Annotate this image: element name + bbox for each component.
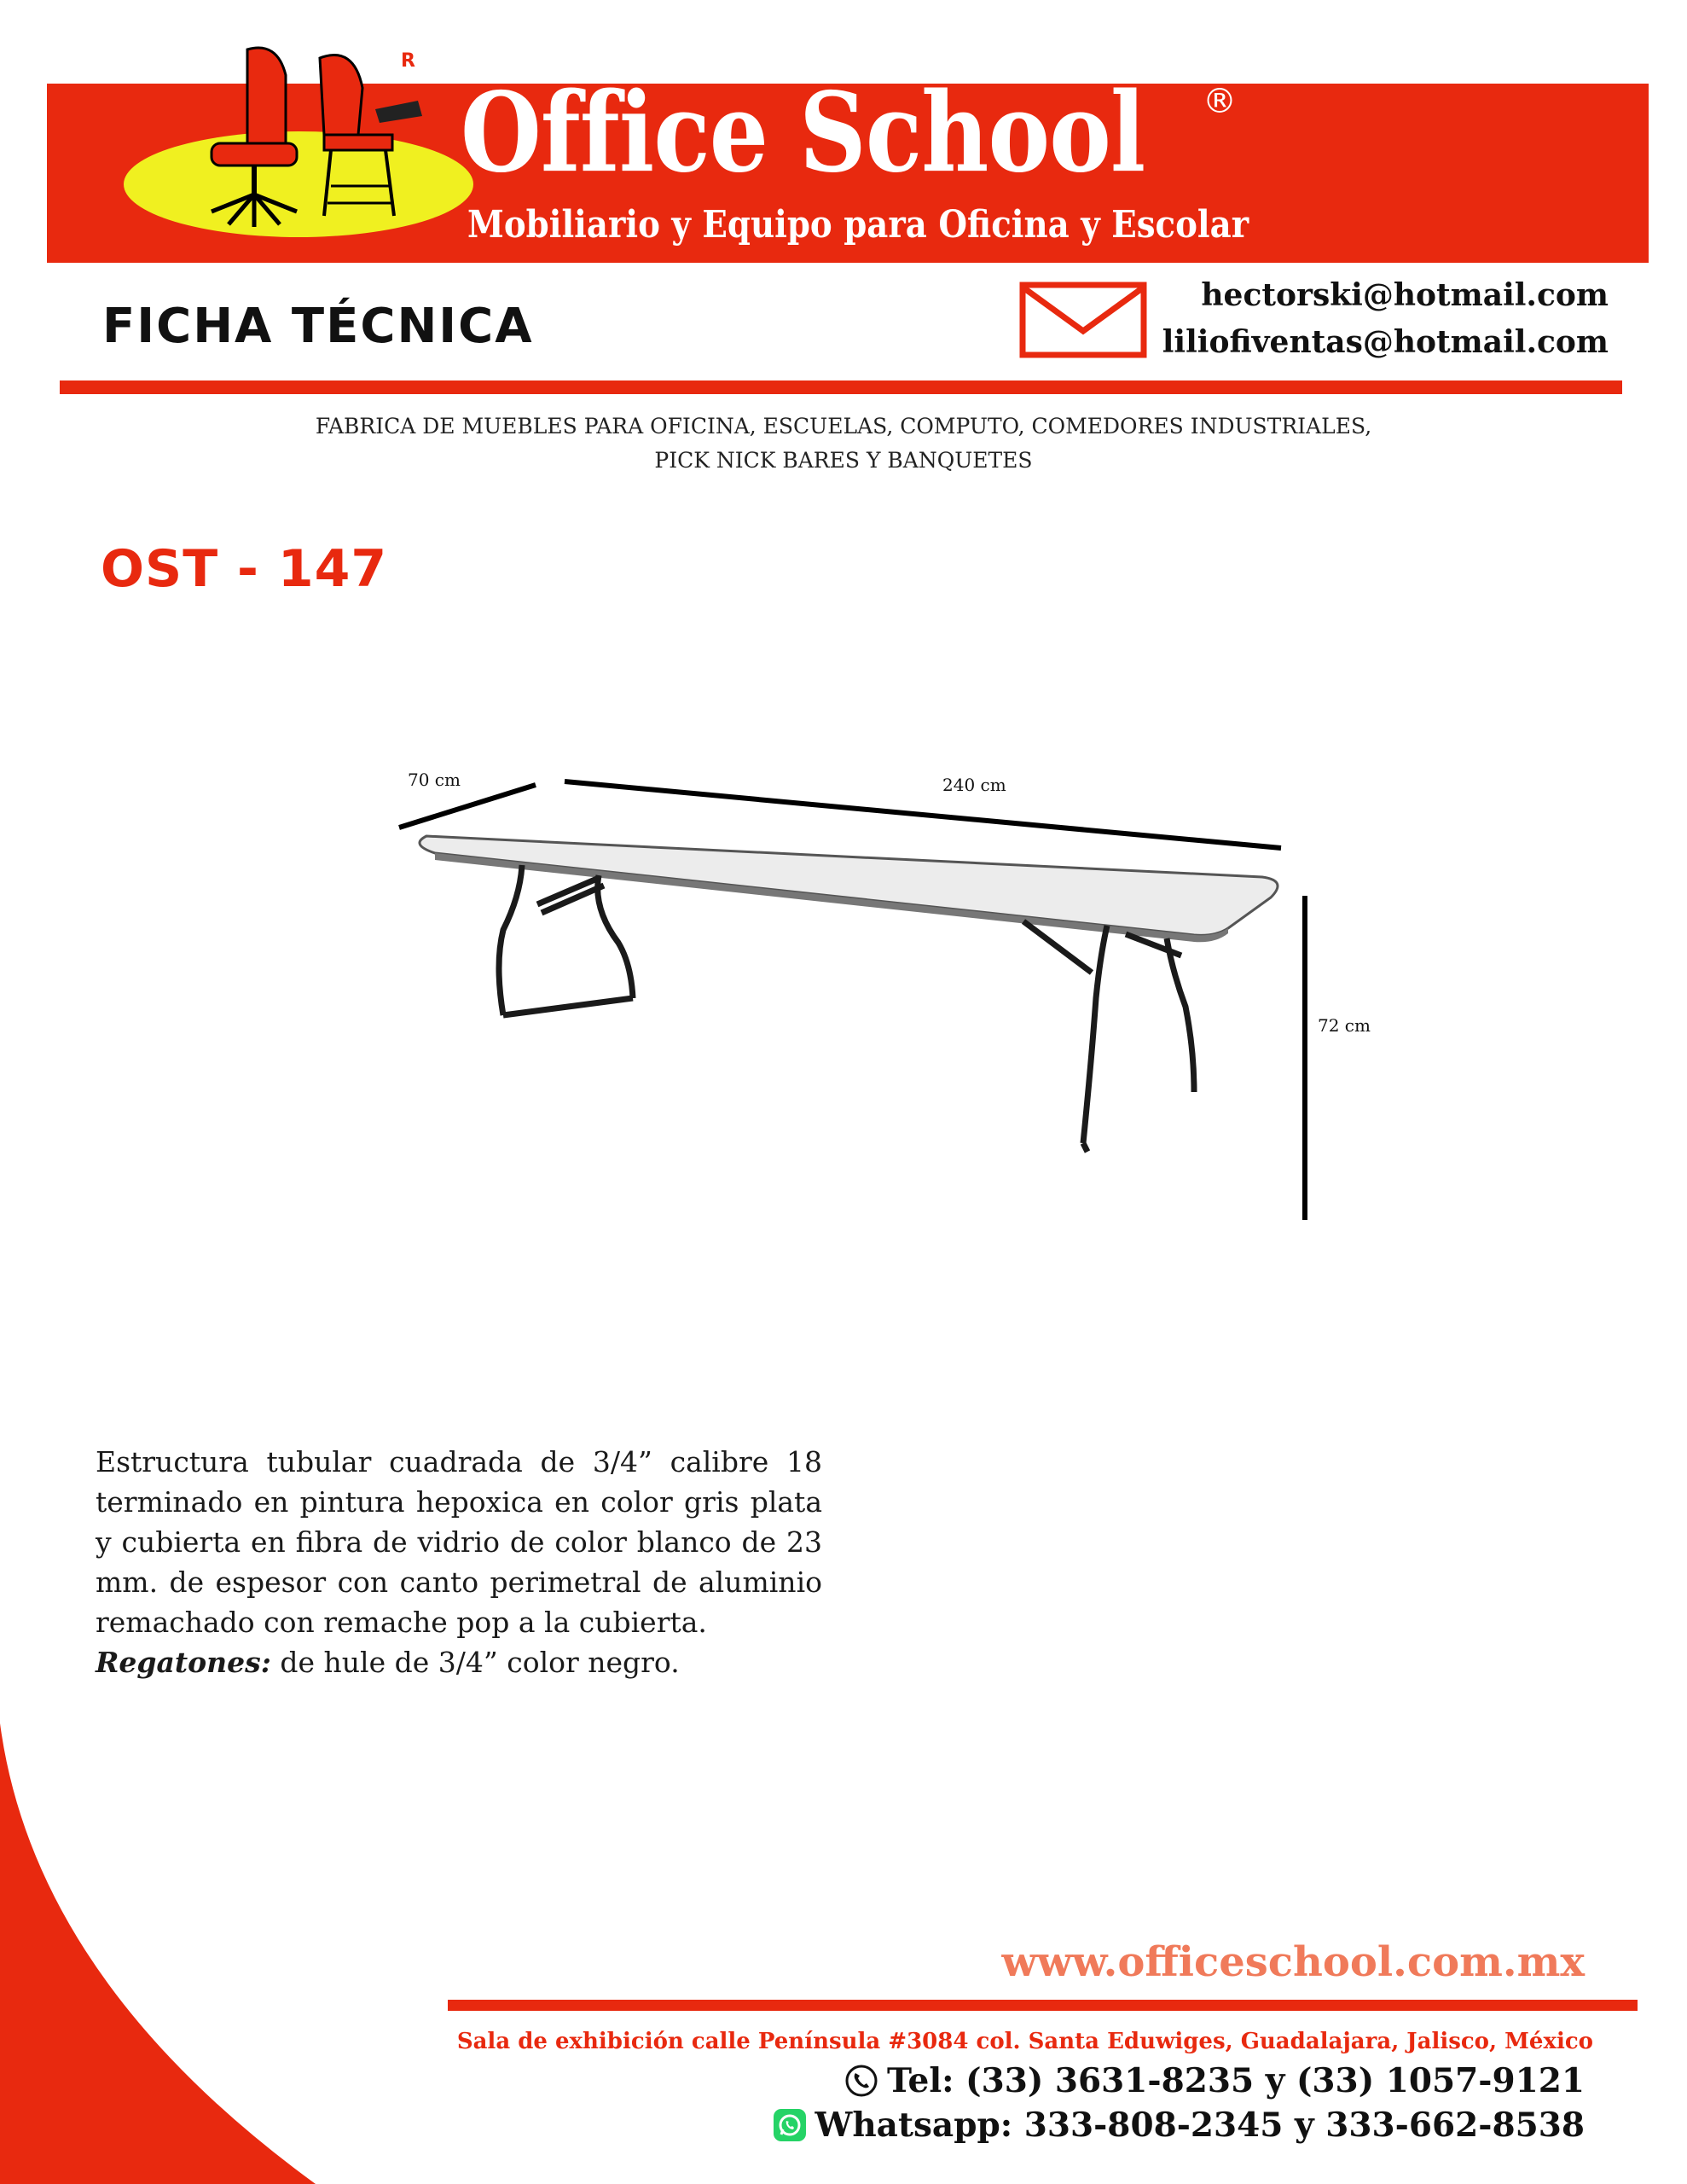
phone-icon: [844, 2064, 878, 2098]
footer-divider: [448, 2000, 1638, 2011]
dimension-height-label: 72 cm: [1318, 1015, 1371, 1036]
factory-line-1: FABRICA DE MUEBLES PARA OFICINA, ESCUELAS, COMPUTO, COMEDORES INDUSTRIALES,: [315, 414, 1372, 439]
left-leg-frame: [499, 865, 633, 1015]
page-title: FICHA TÉCNICA: [102, 299, 534, 354]
whatsapp-contact: [773, 2106, 1585, 2145]
factory-line-2: PICK NICK BARES Y BANQUETES: [654, 448, 1033, 473]
model-code: OST - 147: [101, 539, 388, 599]
right-leg-frame: [1023, 921, 1194, 1152]
registered-mark: ®: [1203, 82, 1237, 121]
brand-tagline: Mobiliario y Equipo para Oficina y Escolar: [467, 203, 1249, 247]
dimension-length-label: 240 cm: [942, 775, 1006, 795]
email-link-1[interactable]: hectorski@hotmail.com: [1201, 277, 1609, 313]
envelope-icon: [1019, 282, 1147, 358]
dimension-width-label: 70 cm: [408, 770, 461, 790]
email-link-2[interactable]: liliofiventas@hotmail.com: [1162, 324, 1609, 360]
whatsapp-numbers[interactable]: Whatsapp: 333-808-2345 y 333-662-8538: [815, 2106, 1585, 2145]
feet-spec-line: [96, 1642, 822, 1682]
product-description: [96, 1442, 822, 1682]
website-link[interactable]: www.officeschool.com.mx: [1001, 1938, 1585, 1986]
length-dimension-line: [565, 781, 1281, 848]
phone-numbers[interactable]: Tel: (33) 3631-8235 y (33) 1057-9121: [886, 2061, 1585, 2100]
showroom-address: Sala de exhibición calle Península #3084 col. Santa Eduwiges, Guadalajara, Jalisco, México: [456, 2029, 1593, 2054]
feet-text: de hule de 3/4” color negro.: [270, 1646, 680, 1679]
tabletop: [420, 836, 1278, 935]
width-dimension-line: [399, 785, 536, 828]
logo-badge: R: [401, 50, 415, 72]
whatsapp-icon: [773, 2108, 807, 2142]
feet-label: Regatones:: [96, 1646, 271, 1679]
chair-logo-icon: [119, 41, 478, 246]
header-divider: [60, 380, 1622, 394]
factory-description: [0, 410, 1687, 478]
footer-corner-decoration: [0, 1723, 495, 2184]
brand-name: Office School: [461, 69, 1145, 197]
spec-paragraph: Estructura tubular cuadrada de 3/4” calibre 18 terminado en pintura hepoxica en color gris plata y cubierta en fibra de vidrio de color blanco de 23 mm. de espesor con canto perimetral de aluminio remachado con remache pop a la cubierta.: [96, 1445, 822, 1639]
folding-table-illustration: [375, 751, 1399, 1228]
phone-contact: [844, 2061, 1585, 2100]
